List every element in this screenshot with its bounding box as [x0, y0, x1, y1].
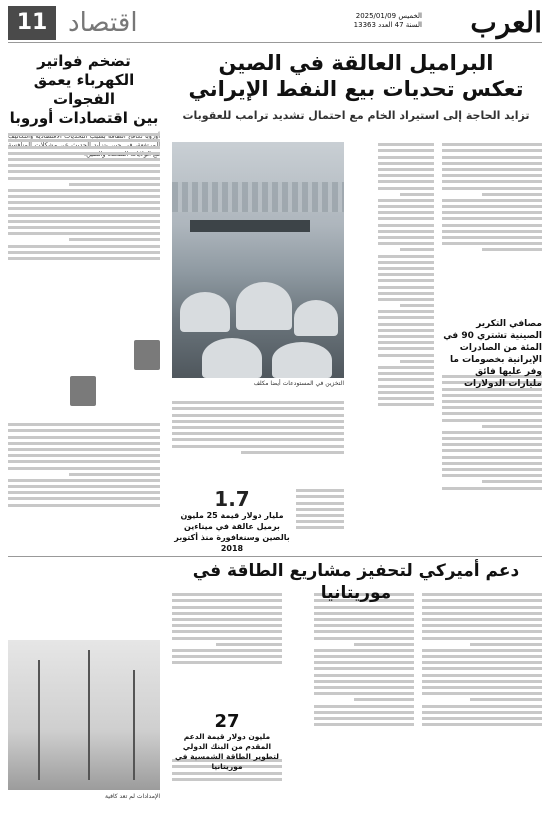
text-line: [442, 236, 542, 239]
page-number: 11: [8, 6, 56, 40]
text-line: [172, 414, 344, 417]
text-line: [422, 630, 542, 633]
stat-text: مليار دولار قيمة 25 مليون برميل عالقة في ميناءين بالصين وسنغافورة منذ أكتوبر 2018: [174, 511, 290, 553]
text-line: [8, 226, 160, 229]
text-line: [8, 479, 160, 482]
text-line: [8, 158, 160, 161]
text-line: [400, 193, 434, 196]
text-line: [378, 298, 434, 301]
author-photo-1: [134, 340, 160, 370]
text-line: [8, 504, 160, 507]
text-line: [314, 667, 414, 670]
text-line: [442, 143, 542, 146]
author-photo-2: [70, 376, 96, 406]
pull-quote-text: مصافي التكرير الصينية تشتري 90 في المئة من الصادرات الإيرانية بخصومات ما وفر عليها فائق مليارات الدولارات: [443, 319, 542, 389]
bottom-stat-box: [172, 712, 282, 772]
text-line: [8, 454, 160, 457]
side-headline-line3: بين اقتصادات أوروبا: [9, 109, 159, 127]
text-line: [442, 449, 542, 452]
text-line: [172, 618, 282, 621]
text-line: [172, 772, 282, 775]
text-line: [470, 643, 542, 646]
text-line: [296, 489, 344, 492]
text-line: [378, 174, 434, 177]
text-line: [378, 156, 434, 159]
text-line: [378, 335, 434, 338]
text-line: [8, 429, 160, 432]
text-line: [422, 674, 542, 677]
text-line: [378, 261, 434, 264]
text-line: [400, 304, 434, 307]
text-line: [172, 630, 282, 633]
text-line: [354, 698, 414, 701]
text-line: [69, 183, 160, 186]
text-line: [442, 187, 542, 190]
text-line: [442, 180, 542, 183]
text-line: [296, 495, 344, 498]
text-line: [378, 255, 434, 258]
power-lines-photo: [8, 640, 160, 790]
section-title: اقتصاد: [68, 8, 138, 38]
text-line: [172, 432, 344, 435]
text-line: [470, 698, 542, 701]
text-line: [442, 443, 542, 446]
text-line: [296, 520, 344, 523]
main-body-column-4: [296, 486, 344, 552]
text-line: [378, 236, 434, 239]
text-line: [400, 360, 434, 363]
text-line: [8, 177, 160, 180]
text-line: [172, 612, 282, 615]
text-line: [69, 473, 160, 476]
issue-number: السنة 47 العدد 13363: [353, 21, 422, 29]
text-line: [422, 667, 542, 670]
bottom-body-column-1: [422, 590, 542, 800]
text-line: [8, 467, 160, 470]
text-line: [378, 230, 434, 233]
text-line: [442, 168, 542, 171]
main-subheadline: تزايد الحاجة إلى استيراد الخام مع احتمال تشديد ترامب للعقوبات: [182, 109, 530, 122]
side-headline-line2: الكهرباء يعمق الفجوات: [33, 71, 135, 108]
text-line: [422, 612, 542, 615]
oil-tanks-photo: [172, 142, 344, 378]
side-headline-line1: تضخم فواتير: [37, 52, 131, 70]
text-line: [8, 245, 160, 248]
stat-number: 1.7: [214, 487, 250, 511]
text-line: [314, 618, 414, 621]
side-body-column-2: [8, 420, 160, 552]
issue-date: الخميس 2025/01/09: [355, 12, 422, 20]
text-line: [314, 624, 414, 627]
text-line: [422, 655, 542, 658]
text-line: [172, 407, 344, 410]
text-line: [69, 238, 160, 241]
text-line: [378, 391, 434, 394]
text-line: [8, 497, 160, 500]
text-line: [314, 606, 414, 609]
text-line: [172, 445, 344, 448]
text-line: [378, 347, 434, 350]
text-line: [378, 143, 434, 146]
text-line: [172, 649, 282, 652]
photo-caption: التخزين في المستودعات أيضا مكلف: [253, 380, 344, 387]
text-line: [442, 419, 542, 422]
bottom-body-column-2: [314, 590, 414, 800]
text-line: [378, 180, 434, 183]
text-line: [378, 372, 434, 375]
text-line: [172, 637, 282, 640]
main-body-column-1: [442, 140, 542, 312]
text-line: [378, 279, 434, 282]
text-line: [442, 224, 542, 227]
text-line: [422, 692, 542, 695]
text-line: [442, 474, 542, 477]
text-line: [378, 205, 434, 208]
text-line: [378, 310, 434, 313]
text-line: [482, 480, 542, 483]
text-line: [378, 385, 434, 388]
text-line: [442, 394, 542, 397]
text-line: [314, 630, 414, 633]
author-box: [60, 340, 160, 415]
text-line: [314, 612, 414, 615]
text-line: [172, 438, 344, 441]
text-line: [8, 257, 160, 260]
text-line: [378, 224, 434, 227]
text-line: [378, 267, 434, 270]
text-line: [422, 624, 542, 627]
text-line: [378, 187, 434, 190]
text-line: [442, 400, 542, 403]
text-line: [172, 655, 282, 658]
text-line: [314, 686, 414, 689]
text-line: [378, 162, 434, 165]
main-body-column-2: [378, 140, 434, 552]
text-line: [172, 401, 344, 404]
power-photo-caption: الإمدادات لم تعد كافية: [105, 793, 160, 800]
text-line: [378, 217, 434, 220]
pull-quote: [442, 318, 542, 390]
text-line: [378, 168, 434, 171]
text-line: [296, 508, 344, 511]
text-line: [314, 705, 414, 708]
text-line: [482, 248, 542, 251]
text-line: [8, 195, 160, 198]
text-line: [314, 661, 414, 664]
text-line: [422, 686, 542, 689]
text-line: [8, 436, 160, 439]
stat-box: [172, 488, 292, 554]
header-divider: [8, 42, 542, 43]
text-line: [314, 680, 414, 683]
text-line: [172, 606, 282, 609]
text-line: [422, 618, 542, 621]
text-line: [172, 661, 282, 664]
text-line: [442, 211, 542, 214]
text-line: [442, 156, 542, 159]
text-line: [8, 214, 160, 217]
bottom-stat-number: 27: [214, 711, 240, 732]
text-line: [8, 491, 160, 494]
text-line: [314, 637, 414, 640]
text-line: [241, 451, 344, 454]
text-line: [378, 378, 434, 381]
text-line: [422, 661, 542, 664]
text-line: [8, 460, 160, 463]
section-divider: [8, 556, 542, 557]
text-line: [172, 624, 282, 627]
text-line: [296, 514, 344, 517]
text-line: [482, 193, 542, 196]
text-line: [296, 526, 344, 529]
text-line: [8, 448, 160, 451]
bottom-stat-text: مليون دولار قيمة الدعم المقدم من البنك الدولي لتطوير الطاقة الشمسية في موريتانيا: [175, 732, 279, 771]
text-line: [8, 220, 160, 223]
text-line: [8, 485, 160, 488]
text-line: [422, 705, 542, 708]
text-line: [442, 205, 542, 208]
text-line: [442, 149, 542, 152]
text-line: [422, 717, 542, 720]
issue-info: [354, 12, 422, 30]
main-headline-line1: البراميل العالقة في الصين: [218, 51, 494, 75]
text-line: [314, 723, 414, 726]
text-line: [378, 323, 434, 326]
text-line: [378, 316, 434, 319]
text-line: [8, 152, 160, 155]
text-line: [442, 199, 542, 202]
text-line: [442, 162, 542, 165]
text-line: [172, 778, 282, 781]
main-body-column-3: [172, 398, 344, 484]
text-line: [378, 397, 434, 400]
masthead: [8, 6, 542, 42]
text-line: [378, 199, 434, 202]
text-line: [8, 146, 160, 149]
text-line: [296, 502, 344, 505]
text-line: [378, 273, 434, 276]
text-line: [8, 423, 160, 426]
main-headline-block: [170, 50, 542, 124]
text-line: [378, 403, 434, 406]
text-line: [8, 251, 160, 254]
text-line: [8, 189, 160, 192]
text-line: [8, 139, 160, 142]
text-line: [442, 437, 542, 440]
text-line: [314, 649, 414, 652]
text-line: [354, 643, 414, 646]
text-line: [314, 711, 414, 714]
side-body-column: [8, 130, 160, 335]
text-line: [172, 426, 344, 429]
text-line: [482, 425, 542, 428]
text-line: [442, 456, 542, 459]
text-line: [378, 366, 434, 369]
text-line: [442, 487, 542, 490]
text-line: [8, 207, 160, 210]
bottom-headline: دعم أميركي لتحفيز مشاريع الطاقة في موريتانيا: [192, 561, 520, 603]
text-line: [442, 406, 542, 409]
text-line: [422, 723, 542, 726]
text-line: [8, 442, 160, 445]
text-line: [442, 230, 542, 233]
text-line: [8, 164, 160, 167]
bottom-body-column-3: [172, 590, 282, 708]
text-line: [8, 133, 160, 136]
text-line: [422, 711, 542, 714]
text-line: [378, 354, 434, 357]
text-line: [442, 217, 542, 220]
text-line: [442, 412, 542, 415]
text-line: [314, 692, 414, 695]
text-line: [8, 170, 160, 173]
text-line: [442, 174, 542, 177]
text-line: [422, 637, 542, 640]
newspaper-logo: العرب: [470, 6, 542, 39]
text-line: [442, 431, 542, 434]
text-line: [378, 292, 434, 295]
text-line: [314, 717, 414, 720]
main-headline-line2: تعكس تحديات بيع النفط الإيراني: [188, 77, 524, 101]
text-line: [378, 242, 434, 245]
text-line: [314, 655, 414, 658]
text-line: [8, 201, 160, 204]
text-line: [442, 242, 542, 245]
text-line: [378, 149, 434, 152]
main-body-column-1b: [442, 372, 542, 552]
text-line: [378, 211, 434, 214]
text-line: [442, 462, 542, 465]
text-line: [400, 248, 434, 251]
text-line: [172, 420, 344, 423]
text-line: [422, 649, 542, 652]
text-line: [422, 606, 542, 609]
text-line: [378, 341, 434, 344]
text-line: [378, 286, 434, 289]
text-line: [314, 674, 414, 677]
text-line: [8, 232, 160, 235]
text-line: [442, 468, 542, 471]
text-line: [422, 680, 542, 683]
text-line: [378, 329, 434, 332]
text-line: [216, 643, 282, 646]
